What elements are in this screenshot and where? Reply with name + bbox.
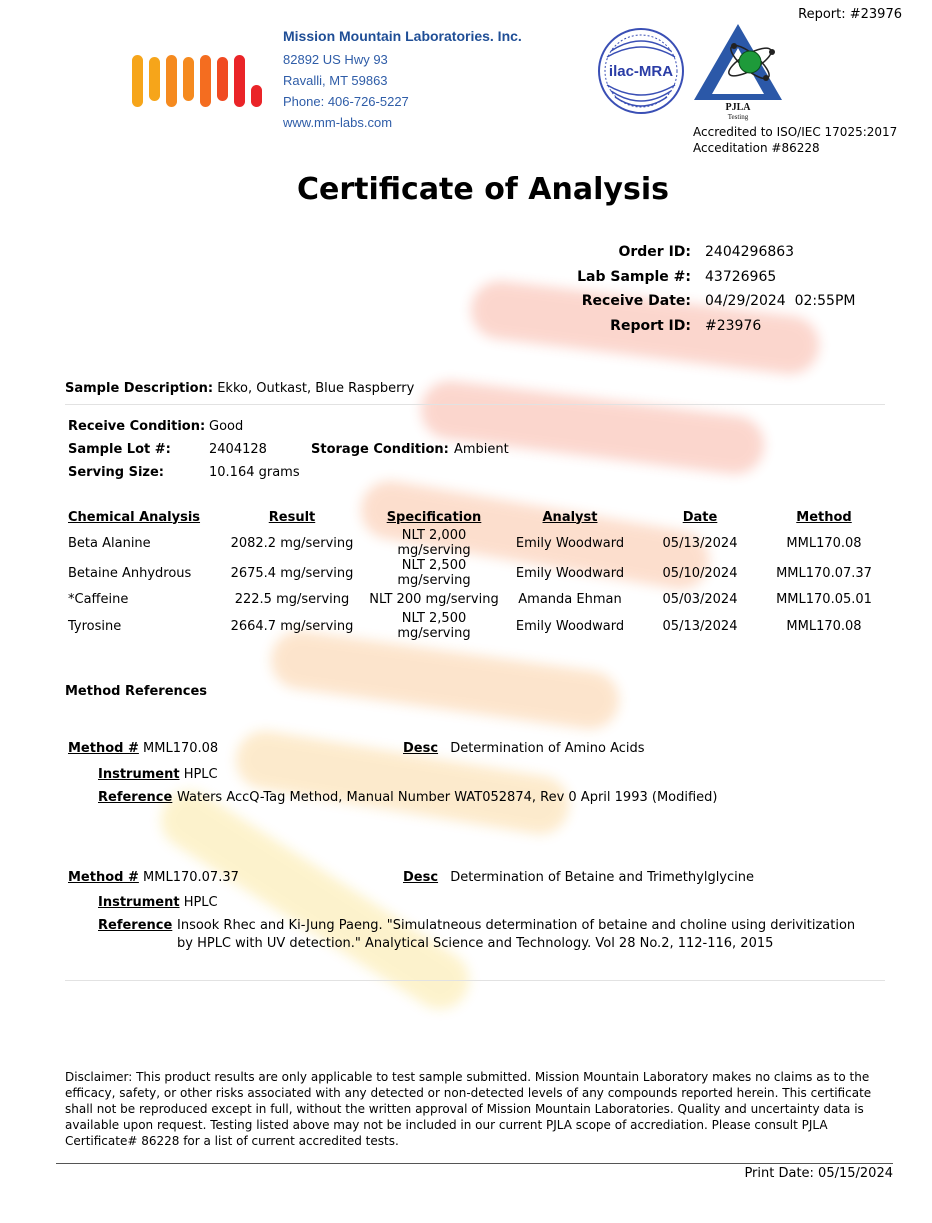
cell-analyst: Emily Woodward (515, 535, 625, 551)
col-date: Date (682, 509, 718, 525)
mml-logo (132, 49, 264, 107)
cell-specification: NLT 2,000 mg/serving (397, 528, 471, 558)
method-id: MML170.08 (143, 741, 219, 756)
cell-analyte: Tyrosine (68, 618, 122, 634)
cell-result: 2675.4 mg/serving (230, 565, 354, 581)
cell-date: 05/13/2024 (662, 618, 738, 634)
footer-divider (56, 1163, 893, 1164)
cell-analyst: Emily Woodward (515, 565, 625, 581)
receive-condition-label: Receive Condition: (68, 419, 206, 434)
cell-specification: NLT 2,500 mg/serving (397, 558, 471, 588)
disclaimer-text: Disclaimer: This product results are only applicable to test sample submitted. Mission Mountain Laboratory makes no claims as to the efficacy, safety, or other risks associated with any detected or non-detected levels of any compounds reported herein. This certificate shall not be reproduced except in full, without the written approval of Mission Mountain Laboratories. Quality and uncertainty data is available upon request. Testing listed above may not be included in our current PJLA scope of accrediation. Please consult PJLA Certificate# 86228 for a list of current accredited tests. (65, 1070, 872, 1148)
print-date: Print Date: 05/15/2024 (744, 1166, 893, 1181)
reference-label: Reference (98, 790, 173, 805)
method-reference: Waters AccQ-Tag Method, Manual Number WAT052874, Rev 0 April 1993 (Modified) (177, 790, 718, 805)
lab-sample-label: Lab Sample #: (577, 268, 691, 285)
logo-bar-1 (132, 55, 143, 107)
lab-address-line-1: 82892 US Hwy 93 (283, 52, 388, 67)
instrument-label: Instrument (98, 895, 180, 910)
logo-bar-6 (217, 57, 228, 101)
lab-sample-value: 43726965 (705, 268, 777, 285)
report-number-top: Report: #23976 (798, 7, 902, 22)
receive-date-label: Receive Date: (581, 293, 691, 310)
col-result: Result (268, 509, 316, 525)
table-row (66, 611, 888, 641)
cell-analyte: *Caffeine (68, 592, 129, 607)
col-specification: Specification (386, 509, 482, 525)
cell-analyst: Amanda Ehman (518, 592, 622, 607)
cell-analyte: Beta Alanine (68, 535, 151, 551)
sample-description-value: Ekko, Outkast, Blue Raspberry (217, 381, 415, 396)
table-row (66, 528, 888, 558)
table-row (66, 588, 888, 611)
logo-bar-5 (200, 55, 211, 107)
cell-method: MML170.05.01 (776, 592, 872, 607)
cell-result: 2664.7 mg/serving (230, 618, 354, 634)
col-chemical-analysis: Chemical Analysis (68, 509, 201, 525)
serving-size-value: 10.164 grams (209, 465, 300, 480)
method-id: MML170.07.37 (143, 870, 239, 885)
sample-lot-label: Sample Lot #: (68, 442, 171, 457)
method-instrument: HPLC (183, 767, 218, 782)
divider-top (65, 404, 885, 405)
method-desc: Determination of Amino Acids (450, 741, 645, 756)
sample-description (65, 381, 414, 396)
pjla-logo-subtext: Testing (727, 113, 749, 121)
cell-date: 05/13/2024 (662, 535, 738, 551)
logo-bar-4 (183, 57, 194, 101)
pjla-testing-logo (692, 22, 784, 122)
report-id-row (560, 314, 855, 339)
lab-contact-block (283, 28, 522, 133)
order-id-label: Order ID: (618, 244, 691, 261)
cell-result: 222.5 mg/serving (234, 592, 350, 607)
accreditation-line-1: Accredited to ISO/IEC 17025:2017 (693, 125, 898, 139)
order-id-value: 2404296863 (705, 244, 795, 261)
logo-bar-7 (234, 55, 245, 107)
serving-size-label: Serving Size: (68, 465, 165, 480)
lab-address-line-2: Ravalli, MT 59863 (283, 73, 388, 88)
lab-sample-row (560, 265, 855, 290)
col-analyst: Analyst (542, 509, 598, 525)
order-id-row (560, 240, 855, 265)
storage-condition-label: Storage Condition: (311, 442, 449, 457)
cell-method: MML170.07.37 (776, 565, 872, 581)
order-details (560, 240, 855, 338)
table-row (66, 558, 888, 588)
report-id-label: Report ID: (610, 317, 691, 334)
divider-bottom (65, 980, 885, 981)
cell-specification: NLT 2,500 mg/serving (397, 611, 471, 641)
method-references-heading: Method References (65, 684, 208, 699)
cell-date: 05/03/2024 (662, 592, 738, 607)
method-label: Method # (68, 870, 139, 885)
cell-result: 2082.2 mg/serving (230, 535, 354, 551)
lab-website[interactable]: www.mm-labs.com (283, 115, 393, 130)
cell-date: 05/10/2024 (662, 565, 738, 581)
cell-method: MML170.08 (786, 618, 862, 634)
accreditation-line-2: Acceditation #86228 (693, 141, 820, 155)
logo-bar-2 (149, 57, 160, 101)
chemical-analysis-table (66, 506, 888, 641)
col-method: Method (796, 509, 852, 525)
method-instrument: HPLC (183, 895, 218, 910)
desc-label: Desc (403, 870, 439, 885)
instrument-label: Instrument (98, 767, 180, 782)
document-title: Certificate of Analysis (297, 172, 669, 207)
method-label: Method # (68, 741, 139, 756)
cell-analyte: Betaine Anhydrous (68, 565, 192, 581)
storage-condition-value: Ambient (454, 442, 509, 457)
receive-date-row (560, 289, 855, 314)
sample-lot-value: 2404128 (209, 442, 267, 457)
pjla-logo-text: PJLA (725, 102, 751, 113)
lab-phone: Phone: 406-726-5227 (283, 94, 409, 109)
receive-date-value: 04/29/2024 02:55PM (705, 293, 856, 310)
lab-name: Mission Mountain Laboratories. Inc. (283, 28, 522, 44)
logo-bar-3 (166, 55, 177, 107)
receive-condition-value: Good (209, 419, 244, 434)
accreditation-info (693, 124, 897, 156)
logo-bar-8 (251, 85, 262, 107)
reference-label: Reference (98, 918, 173, 933)
ilac-mra-logo (597, 27, 685, 115)
method-desc: Determination of Betaine and Trimethylglycine (450, 870, 754, 885)
sample-description-label: Sample Description: (65, 381, 214, 396)
method-reference: Insook Rhec and Ki-Jung Paeng. "Simulatneous determination of betaine and choline using derivitization by HPLC with UV detection." Analytical Science and Technology. Vol 28 No.2, 112-116, 2015 (177, 918, 856, 951)
cell-analyst: Emily Woodward (515, 618, 625, 634)
desc-label: Desc (403, 741, 439, 756)
table-header-row (66, 506, 888, 528)
cell-specification: NLT 200 mg/serving (369, 592, 499, 607)
ilac-logo-text: ilac-MRA (608, 63, 674, 80)
report-id-value: #23976 (705, 317, 762, 334)
cell-method: MML170.08 (786, 535, 862, 551)
